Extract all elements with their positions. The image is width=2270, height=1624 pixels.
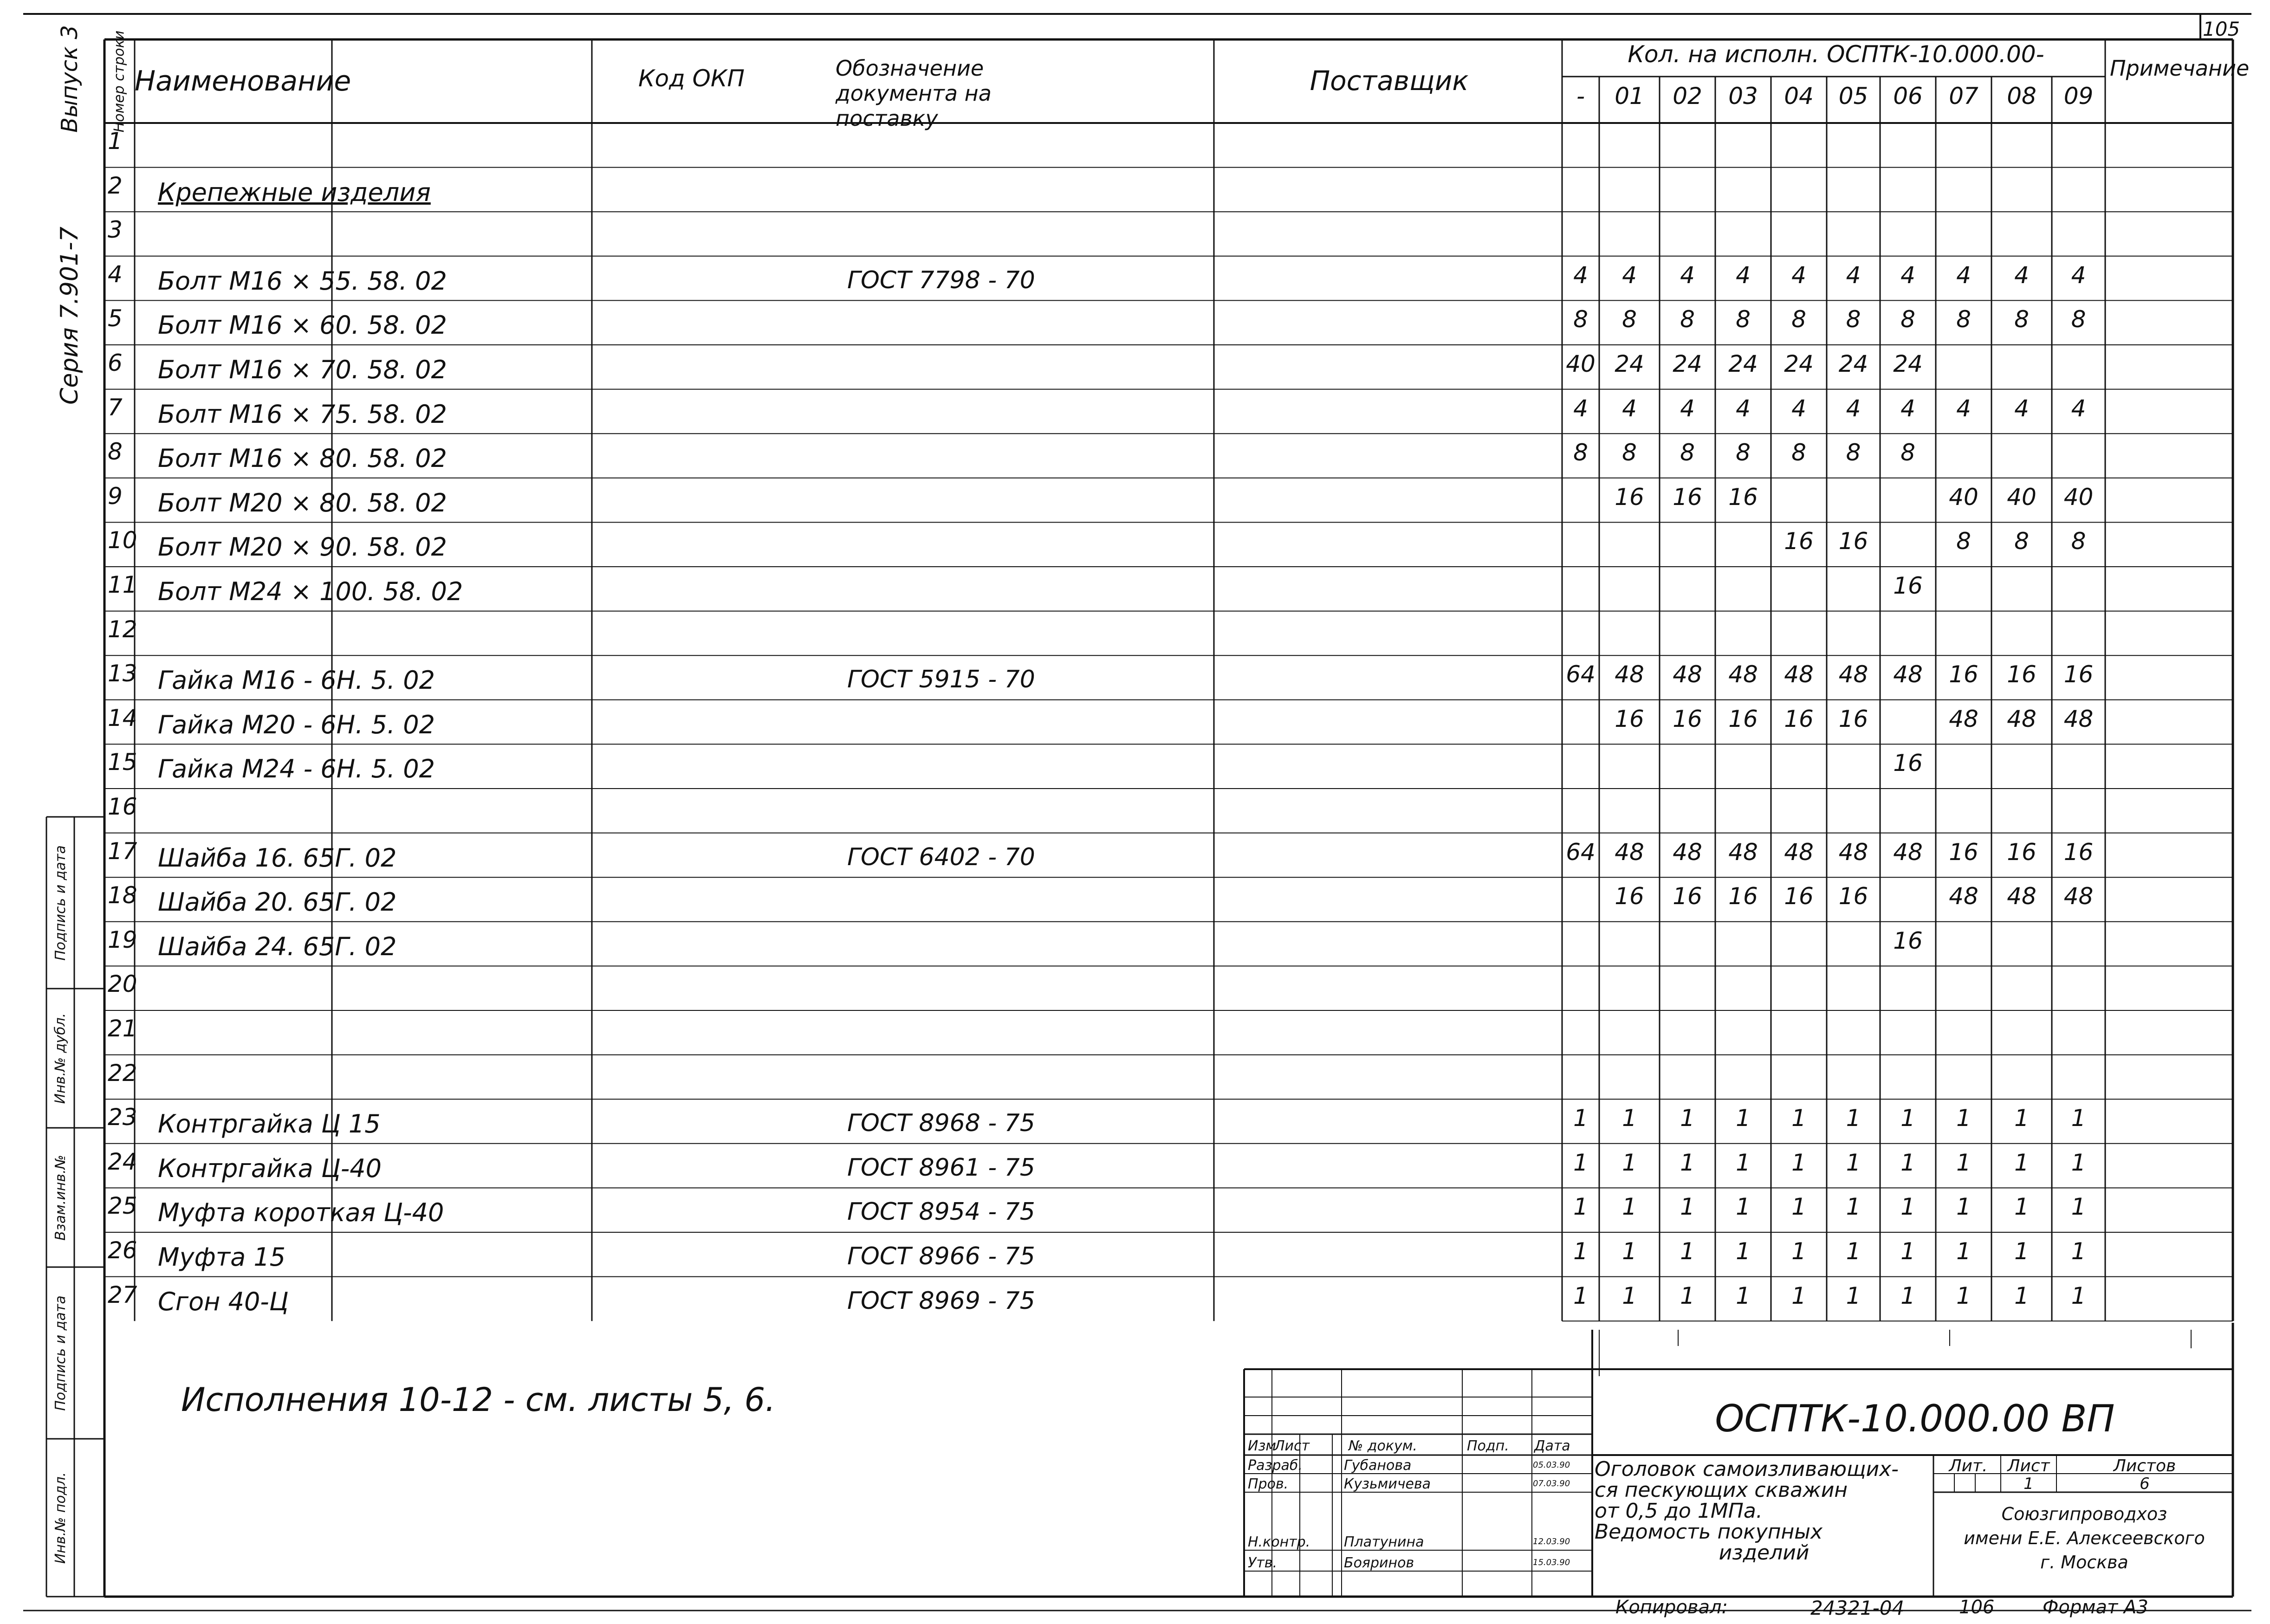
row-qty: 1 — [1622, 1149, 1637, 1176]
row-number: 7 — [108, 394, 123, 421]
row-qty: 1 — [1846, 1238, 1861, 1265]
side-series: Серия 7.901-7 — [55, 226, 84, 405]
row-qty: 40 — [1566, 350, 1595, 377]
row-number: 16 — [108, 793, 137, 820]
tb-description: от 0,5 до 1МПа. — [1595, 1499, 1763, 1523]
row-qty: 16 — [2007, 838, 2037, 866]
row-qty: 48 — [1673, 661, 1702, 688]
row-qty: 48 — [1784, 661, 1814, 688]
row-name: Болт М20 × 80. 58. 02 — [158, 488, 447, 518]
row-number: 14 — [108, 704, 137, 731]
header-variant: 05 — [1838, 83, 1868, 110]
row-qty: 1 — [2014, 1282, 2029, 1309]
row-qty: 4 — [1900, 395, 1915, 422]
row-qty: 4 — [1573, 261, 1588, 289]
row-qty: 1 — [1900, 1193, 1915, 1221]
row-name: Шайба 16. 65Г. 02 — [158, 843, 397, 873]
row-qty: 1 — [1846, 1193, 1861, 1221]
side-margin-label: Подпись и дата — [52, 845, 69, 961]
row-qty: 16 — [2063, 838, 2094, 866]
row-qty: 8 — [1736, 439, 1751, 466]
row-qty: 1 — [1736, 1193, 1751, 1221]
row-number: 2 — [108, 172, 123, 199]
row-qty: 48 — [2063, 883, 2094, 910]
row-name: Болт М16 × 70. 58. 02 — [158, 355, 447, 384]
header-row-number: Номер строки — [111, 30, 128, 132]
tb-role: Разраб. — [1248, 1457, 1303, 1474]
row-qty: 1 — [1900, 1238, 1915, 1265]
row-qty: 4 — [1956, 395, 1971, 422]
row-number: 11 — [108, 571, 137, 598]
row-qty: 16 — [1949, 661, 1978, 688]
row-number: 25 — [108, 1192, 137, 1220]
tb-designation: ОСПТК-10.000.00 ВП — [1715, 1397, 2115, 1440]
tb-head-list: Лист — [1274, 1438, 1310, 1454]
row-name: Гайка М16 - 6Н. 5. 02 — [158, 666, 435, 695]
header-note: Примечание — [2110, 56, 2250, 81]
row-qty: 4 — [1846, 261, 1861, 289]
row-doc: ГОСТ 8954 - 75 — [847, 1198, 1035, 1226]
row-qty: 1 — [1791, 1193, 1806, 1221]
row-doc: ГОСТ 7798 - 70 — [847, 266, 1035, 294]
row-qty: 1 — [1736, 1238, 1751, 1265]
header-qty-title: Кол. на исполн. ОСПТК-10.000.00- — [1628, 41, 2044, 68]
row-number: 18 — [108, 882, 137, 909]
row-qty: 1 — [1736, 1105, 1751, 1132]
row-qty: 1 — [1622, 1105, 1637, 1132]
row-doc: ГОСТ 8969 - 75 — [847, 1287, 1035, 1315]
row-qty: 48 — [1728, 661, 1758, 688]
row-number: 10 — [108, 527, 137, 554]
row-qty: 1 — [1680, 1105, 1695, 1132]
row-qty: 8 — [1622, 439, 1637, 466]
side-margin-label: Инв.№ дубл. — [52, 1013, 69, 1104]
tb-description: Ведомость покупных — [1595, 1520, 1823, 1544]
header-variant: - — [1576, 83, 1585, 110]
row-qty: 16 — [1615, 705, 1644, 732]
row-number: 5 — [108, 305, 123, 332]
row-qty: 16 — [1893, 927, 1923, 954]
row-qty: 1 — [1736, 1149, 1751, 1176]
row-qty: 16 — [1893, 750, 1923, 777]
row-qty: 16 — [1673, 483, 1702, 511]
row-qty: 48 — [2063, 705, 2094, 732]
row-qty: 48 — [1615, 838, 1644, 866]
row-qty: 8 — [1680, 306, 1695, 333]
row-qty: 1 — [2014, 1238, 2029, 1265]
row-qty: 16 — [1838, 705, 1868, 732]
row-qty: 4 — [1622, 395, 1637, 422]
row-number: 24 — [108, 1148, 137, 1175]
side-margin-label: Инв.№ подл. — [52, 1472, 69, 1564]
row-name: Болт М16 × 80. 58. 02 — [158, 444, 447, 473]
row-name: Болт М24 × 100. 58. 02 — [158, 577, 463, 606]
row-qty: 4 — [2071, 395, 2086, 422]
row-qty: 48 — [1615, 661, 1644, 688]
row-qty: 48 — [1728, 838, 1758, 866]
tb-lit: Лит. — [1949, 1456, 1988, 1475]
tb-role: Пров. — [1248, 1476, 1289, 1492]
row-qty: 16 — [2007, 661, 2037, 688]
header-doc: Обозначение документа на поставку — [836, 56, 992, 131]
row-qty: 1 — [1791, 1238, 1806, 1265]
row-qty: 4 — [1791, 395, 1806, 422]
row-name: Шайба 24. 65Г. 02 — [158, 932, 397, 961]
tb-sheets: Листов — [2113, 1456, 2176, 1475]
row-qty: 16 — [1673, 705, 1702, 732]
header-supplier: Поставщик — [1310, 65, 1469, 97]
row-qty: 4 — [2014, 261, 2029, 289]
row-qty: 1 — [1956, 1105, 1971, 1132]
row-name: Муфта короткая Ц-40 — [158, 1198, 444, 1228]
row-number: 19 — [108, 926, 137, 953]
row-qty: 4 — [1791, 261, 1806, 289]
row-name: Муфта 15 — [158, 1242, 286, 1272]
tb-person: Губанова — [1344, 1457, 1412, 1474]
row-qty: 8 — [1791, 306, 1806, 333]
row-qty: 4 — [1956, 261, 1971, 289]
row-qty: 16 — [1838, 528, 1868, 555]
row-qty: 16 — [1784, 705, 1814, 732]
tb-role: Утв. — [1248, 1555, 1277, 1571]
tb-sheet-no: 1 — [2024, 1475, 2034, 1493]
row-qty: 4 — [1846, 395, 1861, 422]
row-qty: 8 — [2014, 528, 2029, 555]
row-number: 13 — [108, 660, 137, 687]
row-qty: 1 — [1622, 1282, 1637, 1309]
footer-copied: Копировал: — [1615, 1597, 1728, 1618]
row-qty: 1 — [1900, 1282, 1915, 1309]
row-doc: ГОСТ 6402 - 70 — [847, 843, 1035, 871]
row-qty: 8 — [1846, 439, 1861, 466]
row-qty: 8 — [2071, 306, 2086, 333]
row-qty: 1 — [1680, 1149, 1695, 1176]
row-name: Болт М16 × 55. 58. 02 — [158, 266, 447, 296]
row-qty: 4 — [2014, 395, 2029, 422]
row-qty: 1 — [2014, 1105, 2029, 1132]
row-qty: 8 — [2071, 528, 2086, 555]
row-qty: 1 — [1956, 1238, 1971, 1265]
row-qty: 1 — [2071, 1149, 2086, 1176]
row-name: Болт М20 × 90. 58. 02 — [158, 532, 447, 562]
row-qty: 48 — [1838, 661, 1868, 688]
row-name: Гайка М20 - 6Н. 5. 02 — [158, 710, 435, 739]
row-qty: 48 — [1784, 838, 1814, 866]
row-doc: ГОСТ 8961 - 75 — [847, 1153, 1035, 1182]
row-number: 23 — [108, 1104, 137, 1131]
tb-description: Оголовок самоизливающих- — [1595, 1457, 1899, 1481]
page-number: 105 — [2203, 18, 2240, 40]
row-qty: 48 — [1673, 838, 1702, 866]
row-qty: 8 — [1900, 439, 1915, 466]
tb-description: ся пескующих скважин — [1595, 1478, 1848, 1502]
row-qty: 16 — [1728, 883, 1758, 910]
row-qty: 16 — [1728, 705, 1758, 732]
row-qty: 64 — [1566, 838, 1595, 866]
row-qty: 8 — [1956, 528, 1971, 555]
row-qty: 16 — [1728, 483, 1758, 511]
row-doc: ГОСТ 8966 - 75 — [847, 1242, 1035, 1270]
row-number: 27 — [108, 1281, 137, 1308]
row-qty: 16 — [2063, 661, 2094, 688]
row-qty: 1 — [1680, 1282, 1695, 1309]
row-qty: 16 — [1673, 883, 1702, 910]
tb-head-date: Дата — [1534, 1438, 1570, 1454]
tb-date: 07.03.90 — [1533, 1479, 1570, 1488]
row-qty: 1 — [1573, 1282, 1588, 1309]
row-qty: 16 — [1784, 528, 1814, 555]
row-number: 9 — [108, 482, 123, 510]
row-qty: 8 — [2014, 306, 2029, 333]
row-qty: 1 — [2071, 1193, 2086, 1221]
row-qty: 1 — [1956, 1282, 1971, 1309]
row-qty: 1 — [1573, 1193, 1588, 1221]
row-qty: 64 — [1566, 661, 1595, 688]
header-variant: 09 — [2063, 83, 2094, 110]
tb-org: г. Москва — [2040, 1552, 2128, 1572]
footer-page: 106 — [1959, 1597, 1995, 1618]
row-qty: 1 — [1900, 1149, 1915, 1176]
side-margin-label: Подпись и дата — [52, 1295, 69, 1411]
row-number: 8 — [108, 438, 123, 466]
row-qty: 16 — [1838, 883, 1868, 910]
row-qty: 1 — [1846, 1149, 1861, 1176]
row-qty: 40 — [2063, 483, 2094, 511]
row-qty: 1 — [1573, 1105, 1588, 1132]
row-number: 21 — [108, 1015, 137, 1042]
tb-person: Бояринов — [1344, 1555, 1414, 1571]
tb-head-izm: Изм — [1248, 1438, 1277, 1454]
row-qty: 8 — [1956, 306, 1971, 333]
tb-person: Платунина — [1344, 1534, 1424, 1550]
header-okp: Код ОКП — [638, 65, 745, 92]
row-number: 1 — [108, 128, 123, 155]
row-qty: 16 — [1615, 883, 1644, 910]
row-name: Болт М16 × 75. 58. 02 — [158, 399, 447, 429]
row-qty: 16 — [1615, 483, 1644, 511]
row-qty: 4 — [1900, 261, 1915, 289]
row-qty: 1 — [1622, 1193, 1637, 1221]
row-qty: 48 — [2007, 883, 2037, 910]
row-qty: 16 — [1893, 572, 1923, 599]
row-qty: 24 — [1728, 350, 1758, 377]
row-qty: 1 — [1791, 1149, 1806, 1176]
row-qty: 24 — [1673, 350, 1702, 377]
row-qty: 24 — [1893, 350, 1923, 377]
row-doc: ГОСТ 5915 - 70 — [847, 666, 1035, 694]
row-number: 6 — [108, 349, 123, 376]
row-qty: 16 — [1949, 838, 1978, 866]
row-name: Гайка М24 - 6Н. 5. 02 — [158, 754, 435, 784]
row-qty: 8 — [1846, 306, 1861, 333]
row-qty: 40 — [1949, 483, 1978, 511]
row-qty: 48 — [2007, 705, 2037, 732]
row-doc: ГОСТ 8968 - 75 — [847, 1109, 1035, 1138]
row-number: 3 — [108, 216, 123, 244]
tb-date: 05.03.90 — [1533, 1460, 1570, 1470]
row-qty: 1 — [2071, 1105, 2086, 1132]
row-qty: 8 — [1573, 439, 1588, 466]
row-number: 12 — [108, 615, 137, 643]
row-qty: 48 — [1949, 705, 1978, 732]
row-name: Сгон 40-Ц — [158, 1287, 289, 1316]
tb-head-doc: № докум. — [1349, 1438, 1417, 1454]
row-name: Шайба 20. 65Г. 02 — [158, 887, 397, 917]
tb-head-sign: Подп. — [1467, 1438, 1509, 1454]
row-qty: 16 — [1784, 883, 1814, 910]
tb-person: Кузьмичева — [1344, 1476, 1431, 1492]
header-variant: 03 — [1728, 83, 1758, 110]
row-qty: 1 — [1956, 1193, 1971, 1221]
row-number: 22 — [108, 1059, 137, 1087]
row-qty: 4 — [1736, 261, 1751, 289]
row-name: Контргайка Ц-40 — [158, 1153, 382, 1183]
row-qty: 4 — [1680, 395, 1695, 422]
row-qty: 1 — [1956, 1149, 1971, 1176]
row-qty: 1 — [1900, 1105, 1915, 1132]
row-qty: 24 — [1615, 350, 1644, 377]
row-qty: 48 — [1893, 661, 1923, 688]
row-number: 15 — [108, 749, 137, 776]
note-text: Исполнения 10-12 - см. листы 5, 6. — [181, 1381, 776, 1419]
row-qty: 1 — [1846, 1105, 1861, 1132]
header-variant: 04 — [1784, 83, 1814, 110]
row-qty: 48 — [1893, 838, 1923, 866]
row-qty: 1 — [1573, 1149, 1588, 1176]
footer-code: 24321-04 — [1810, 1597, 1905, 1619]
row-qty: 8 — [1573, 306, 1588, 333]
tb-description: изделий — [1719, 1541, 1810, 1565]
header-variant: 01 — [1615, 83, 1644, 110]
row-qty: 8 — [1680, 439, 1695, 466]
header-variant: 06 — [1893, 83, 1923, 110]
row-qty: 1 — [1622, 1238, 1637, 1265]
row-qty: 1 — [2071, 1282, 2086, 1309]
tb-sheets-total: 6 — [2140, 1475, 2150, 1493]
row-name: Болт М16 × 60. 58. 02 — [158, 311, 447, 340]
row-qty: 4 — [1680, 261, 1695, 289]
tb-role: Н.контр. — [1248, 1534, 1310, 1550]
header-variant: 02 — [1673, 83, 1702, 110]
row-qty: 40 — [2007, 483, 2037, 511]
row-number: 26 — [108, 1237, 137, 1264]
header-name: Наименование — [135, 65, 351, 97]
row-qty: 48 — [1838, 838, 1868, 866]
row-number: 17 — [108, 837, 137, 865]
row-name: Контргайка Ц 15 — [158, 1109, 381, 1139]
tb-org: Союзгипроводхоз — [2001, 1504, 2167, 1524]
footer-format: Формат А3 — [2043, 1597, 2148, 1618]
side-release: Выпуск 3 — [56, 25, 83, 133]
tb-org: имени Е.Е. Алексеевского — [1964, 1528, 2205, 1548]
row-qty: 8 — [1736, 306, 1751, 333]
row-qty: 1 — [1846, 1282, 1861, 1309]
row-qty: 8 — [1622, 306, 1637, 333]
row-qty: 24 — [1784, 350, 1814, 377]
row-name: Крепежные изделия — [158, 177, 431, 207]
row-qty: 8 — [1900, 306, 1915, 333]
tb-sheet: Лист — [2007, 1456, 2050, 1475]
row-qty: 48 — [1949, 883, 1978, 910]
header-variant: 08 — [2007, 83, 2037, 110]
row-qty: 8 — [1791, 439, 1806, 466]
row-qty: 1 — [1791, 1105, 1806, 1132]
row-qty: 1 — [1791, 1282, 1806, 1309]
row-qty: 1 — [2071, 1238, 2086, 1265]
row-qty: 24 — [1838, 350, 1868, 377]
row-qty: 4 — [1622, 261, 1637, 289]
tb-date: 15.03.90 — [1533, 1558, 1570, 1567]
row-qty: 1 — [2014, 1193, 2029, 1221]
row-number: 4 — [108, 260, 123, 288]
row-qty: 4 — [1736, 395, 1751, 422]
row-qty: 1 — [1573, 1238, 1588, 1265]
row-qty: 1 — [1736, 1282, 1751, 1309]
row-qty: 4 — [2071, 261, 2086, 289]
row-qty: 4 — [1573, 395, 1588, 422]
side-margin-label: Взам.инв.№ — [52, 1154, 69, 1241]
row-qty: 1 — [2014, 1149, 2029, 1176]
row-qty: 1 — [1680, 1238, 1695, 1265]
tb-date: 12.03.90 — [1533, 1537, 1570, 1546]
row-number: 20 — [108, 971, 137, 998]
header-variant: 07 — [1949, 83, 1978, 110]
row-qty: 1 — [1680, 1193, 1695, 1221]
